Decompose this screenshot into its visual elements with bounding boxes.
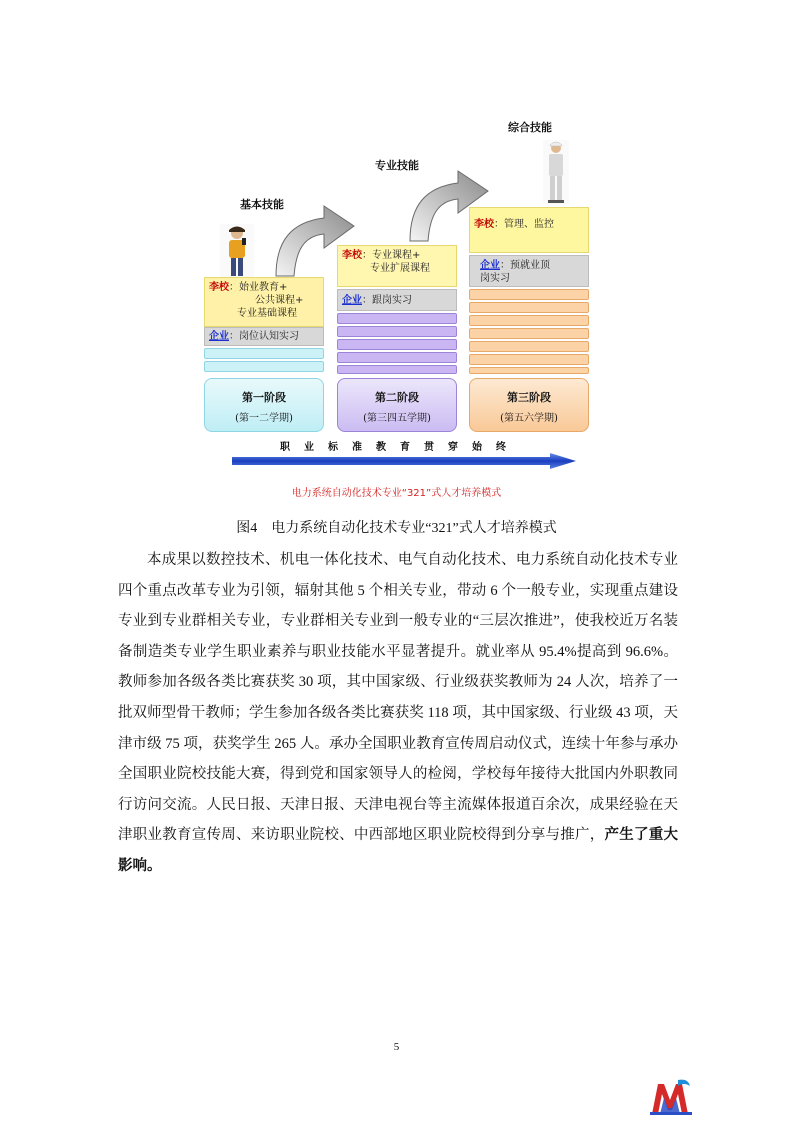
col2-stripe: [337, 313, 457, 324]
col3-stripe: [469, 315, 589, 326]
school-text: ：专业课程+: [362, 250, 421, 261]
enterprise-text: 岗实习: [480, 273, 510, 284]
col3-stripe: [469, 367, 589, 374]
stage-box-2: [337, 378, 457, 432]
school-label: 李校: [342, 250, 362, 261]
enterprise-text: ：岗位认知实习: [229, 331, 299, 342]
col1-enterprise-block: [204, 327, 324, 346]
school-text: 专业扩展课程: [370, 263, 430, 274]
worker-with-phone-icon: [220, 224, 254, 280]
col2-stripe: [337, 326, 457, 337]
throughout-label: 职业标准教育贯穿始终: [280, 442, 520, 453]
stage-title: 第二阶段: [375, 391, 419, 404]
col3-school-block: [469, 207, 589, 253]
school-text: ：管理、监控: [494, 219, 554, 230]
col1-stripe: [204, 361, 324, 372]
col3-enterprise-block: [469, 255, 589, 287]
school-label: 李校: [474, 219, 494, 230]
col1-school-block: [204, 277, 324, 327]
stage-semesters: (第一二学期): [235, 413, 293, 424]
school-text: ：始业教育+: [229, 282, 288, 293]
school-text: 专业基础课程: [237, 308, 297, 319]
enterprise-label: 企业: [342, 295, 362, 306]
col3-stripe: [469, 289, 589, 300]
figure-caption: 图4 电力系统自动化技术专业“321”式人才培养模式: [236, 521, 557, 536]
stage-title: 第一阶段: [242, 391, 286, 404]
enterprise-text: ：预就业顶: [500, 260, 550, 271]
timeline-arrow-icon: [230, 452, 580, 470]
talent-model-diagram: [0, 0, 793, 510]
col2-stripe: [337, 365, 457, 374]
body-paragraph: [118, 545, 678, 882]
school-text: 公共课程+: [255, 295, 304, 306]
worker-in-uniform-icon: [543, 140, 569, 204]
paragraph-bold-text: 产生了重大影响。: [118, 827, 679, 874]
col2-enterprise-block: [337, 289, 457, 311]
skill-label-comprehensive: 综合技能: [508, 121, 552, 134]
enterprise-text: ：跟岗实习: [362, 295, 412, 306]
stage-box-1: [204, 378, 324, 432]
paragraph-text: 本成果以数控技术、机电一体化技术、电气自动化技术、电力系统自动化技术专业四个重点改革专业为引领，辐射其他 5 个相关专业，带动 6 个一般专业，实现重点建设专业到专业群相关专业，专业群相关专业到一般专业的“三层次推进”，使我校近万名装备制造类专业学生职业素养与职业技能水平显著提升。就业率从 95.4%提高到 96.6%。教师参加各级各类比赛获奖 30 项，其中国家级、行业级获奖教师为 24 人次，培养了一批双师型骨干教师；学生参加各级各类比赛获奖 118 项，其中国家级、行业级 43 项，天津市级 75 项，获奖学生 265 人。承办全国职业教育宣传周启动仪式，连续十年参与承办全国职业院校技能大赛，得到党和国家领导人的检阅，学校每年接待大批国内外职教同行访问交流。人民日报、天津日报、天津电视台等主流媒体报道百余次，成果经验在天津职业教育宣传周、来访职业院校、中西部地区职业院校得到分享与推广，: [118, 552, 678, 844]
school-label: 李校: [209, 282, 229, 293]
col2-stripe: [337, 339, 457, 350]
stage-semesters: (第五六学期): [500, 413, 558, 424]
col2-school-block: [337, 245, 457, 287]
figure-title: 电力系统自动化技术专业“321”式人才培养模式: [291, 488, 502, 499]
col1-stripe: [204, 348, 324, 359]
enterprise-label: 企业: [480, 260, 500, 271]
stage-semesters: (第三四五学期): [363, 413, 431, 424]
stage-title: 第三阶段: [507, 391, 551, 404]
col3-stripe: [469, 354, 589, 365]
col3-stripe: [469, 302, 589, 313]
col2-stripe: [337, 352, 457, 363]
col3-stripe: [469, 341, 589, 352]
skill-label-basic: 基本技能: [240, 198, 284, 211]
school-logo-icon: [650, 1078, 694, 1116]
page-number: 5: [393, 1041, 400, 1053]
stage-box-3: [469, 378, 589, 432]
col3-stripe: [469, 328, 589, 339]
enterprise-label: 企业: [209, 331, 229, 342]
skill-label-professional: 专业技能: [375, 159, 419, 172]
